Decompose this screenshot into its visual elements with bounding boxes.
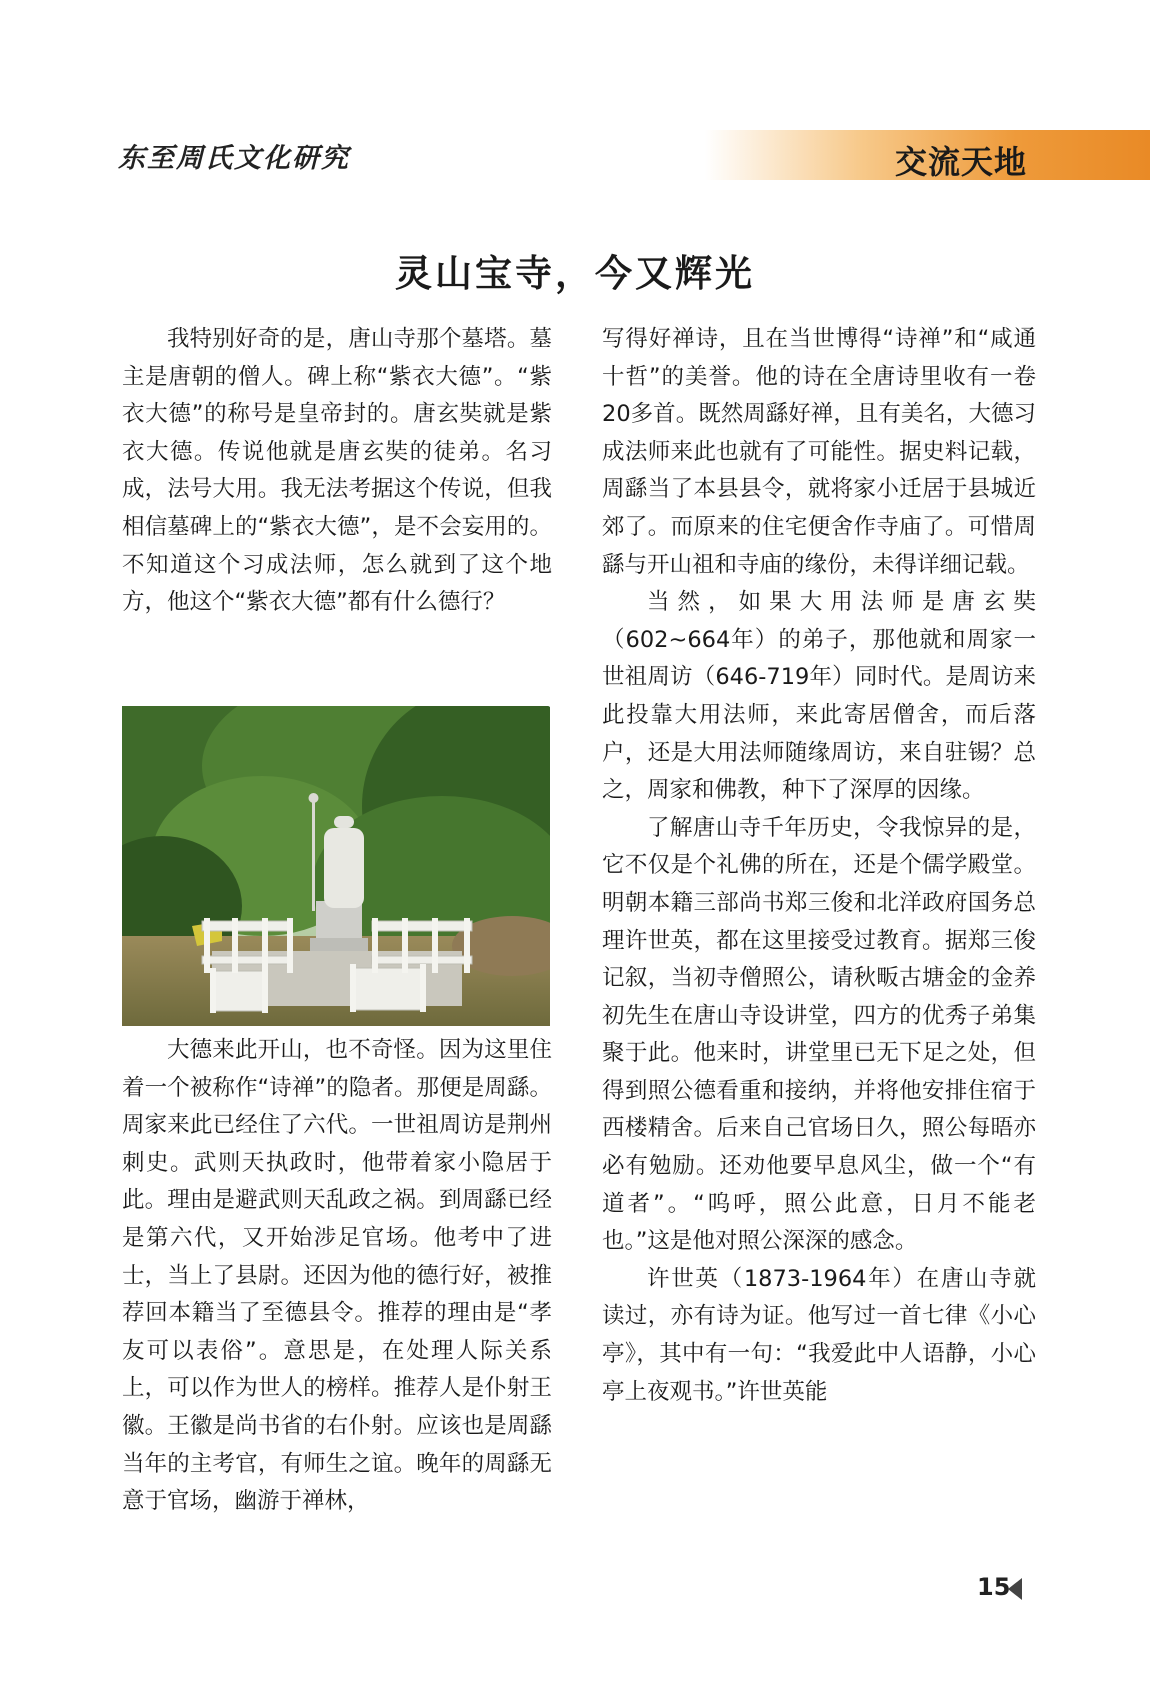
left-column-top: [122, 321, 552, 622]
page-number: 15: [977, 1573, 1011, 1601]
right-paragraph-2: 当然，如果大用法师是唐玄奘（602~664年）的弟子，那他就和周家一世祖周访（646-719年）同时代。是周访来此投靠大用法师，来此寄居僧舍，而后落户，还是大用法师随缘周访，来自驻锡？总之，周家和佛教，种下了深厚的因缘。: [602, 589, 1036, 804]
article-title: 灵山宝寺，今又辉光: [395, 251, 755, 295]
right-paragraph-1: 写得好禅诗，且在当世博得“诗禅”和“咸通十哲”的美誉。他的诗在全唐诗里收有一卷20多首。既然周繇好禅，且有美名，大德习成法师来此也就有了可能性。据史料记载，周繇当了本县县令，就将家小迁居于县城近郊了。而原来的住宅便舍作寺庙了。可惜周繇与开山祖和寺庙的缘份，未得详细记载。: [602, 326, 1036, 578]
right-paragraph-4: 许世英（1873-1964年）在唐山寺就读过，亦有诗为证。他写过一首七律《小心亭》，其中有一句：“我爱此中人语静，小心亭上夜观书。”许世英能: [602, 1265, 1036, 1405]
statue-photo: [122, 706, 550, 1026]
statue-photo-illustration: [122, 706, 550, 1026]
right-paragraph-3: 了解唐山寺千年历史，令我惊异的是，它不仅是个礼佛的所在，还是个儒学殿堂。明朝本籍三部尚书郑三俊和北洋政府国务总理许世英，都在这里接受过教育。据郑三俊记叙，当初寺僧照公，请秋畈古塘金的金养初先生在唐山寺设讲堂，四方的优秀子弟集聚于此。他来时，讲堂里已无下足之处，但得到照公德看重和接纳，并将他安排住宿于西楼精舍。后来自己官场日久，照公每晤亦必有勉励。还劝他要早息风尘，做一个“有道者”。“呜呼，照公此意，日月不能老也。”这是他对照公深深的感念。: [602, 814, 1036, 1255]
right-column: [602, 321, 1036, 1411]
left-column-bottom: [122, 1032, 552, 1521]
section-title: 交流天地: [895, 143, 1028, 181]
publication-title: 东至周氏文化研究: [118, 143, 350, 174]
left-paragraph-1: 我特别好奇的是，唐山寺那个墓塔。墓主是唐朝的僧人。碑上称“紫衣大德”。“紫衣大德”的称号是皇帝封的。唐玄奘就是紫衣大德。传说他就是唐玄奘的徒弟。名习成，法号大用。我无法考据这个传说，但我相信墓碑上的“紫衣大德”，是不会妄用的。不知道这个习成法师，怎么就到了这个地方，他这个“紫衣大德”都有什么德行？: [122, 326, 552, 616]
page-arrow-icon: [1008, 1578, 1022, 1600]
left-paragraph-2: 大德来此开山，也不奇怪。因为这里住着一个被称作“诗禅”的隐者。那便是周繇。周家来此已经住了六代。一世祖周访是荆州刺史。武则天执政时，他带着家小隐居于此。理由是避武则天乱政之祸。到周繇已经是第六代，又开始涉足官场。他考中了进士，当上了县尉。还因为他的德行好，被推荐回本籍当了至德县令。推荐的理由是“孝友可以表俗”。意思是，在处理人际关系上，可以作为世人的榜样。推荐人是仆射王徽。王徽是尚书省的右仆射。应该也是周繇当年的主考官，有师生之谊。晚年的周繇无意于官场，幽游于禅林，: [122, 1037, 552, 1515]
